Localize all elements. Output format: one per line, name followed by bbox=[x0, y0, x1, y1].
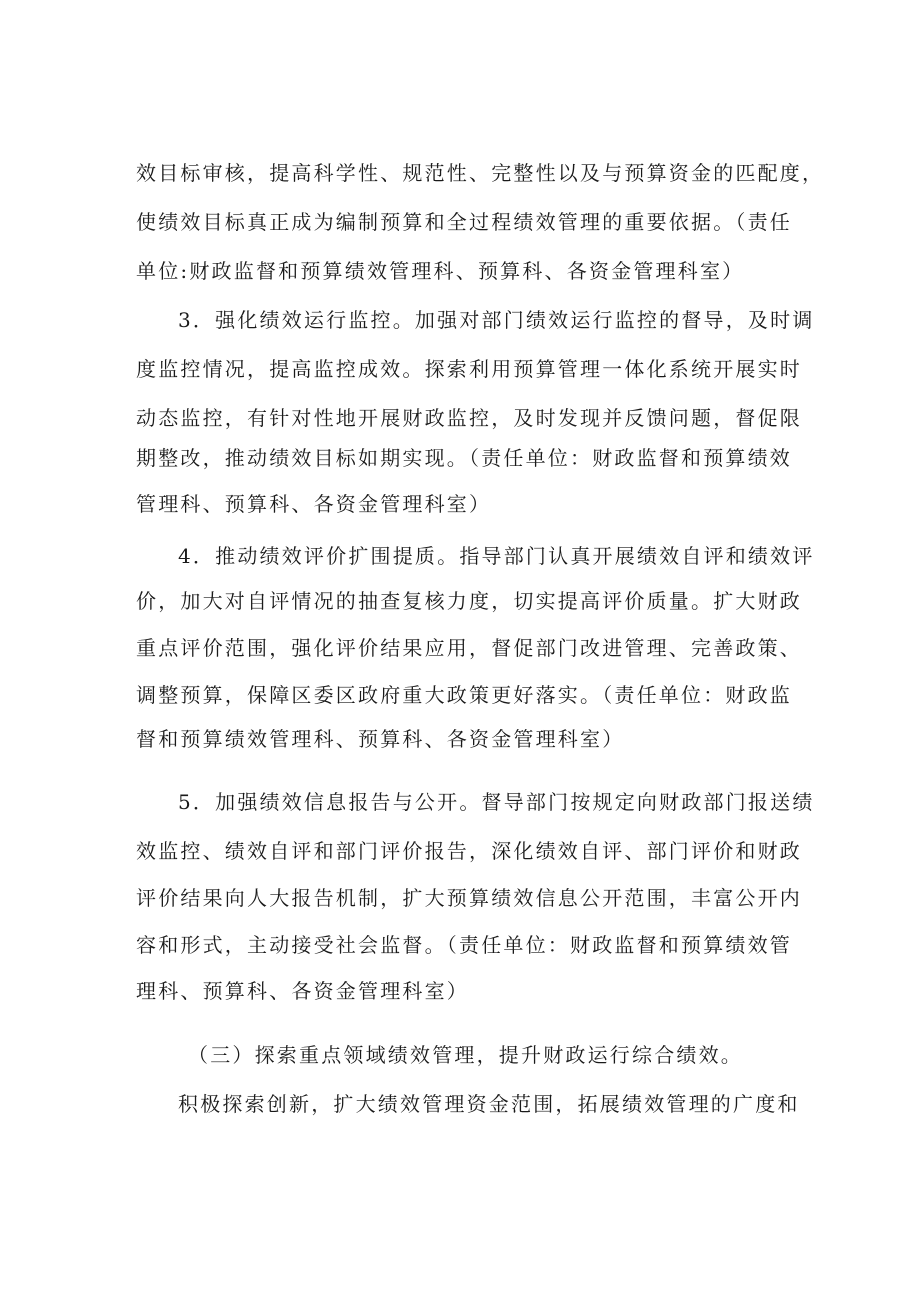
item-5-line-3: 评价结果向人大报告机制，扩大预算绩效信息公开范围，丰富公开内 bbox=[136, 886, 802, 910]
item-5-line-2: 效监控、绩效自评和部门评价报告，深化绩效自评、部门评价和财政 bbox=[136, 839, 802, 863]
item-4-line-5: 督和预算绩效管理科、预算科、各资金管理科室） bbox=[136, 727, 625, 751]
item-3-line-5: 管理科、预算科、各资金管理科室） bbox=[136, 492, 492, 516]
item-4-line-2: 价，加大对自评情况的抽查复核力度，切实提高评价质量。扩大财政 bbox=[136, 589, 802, 613]
paragraph-2-line-1: 效目标审核，提高科学性、规范性、完整性以及与预算资金的匹配度， bbox=[136, 161, 825, 185]
item-5-line-1: 5．加强绩效信息报告与公开。督导部门按规定向财政部门报送绩 bbox=[178, 790, 815, 814]
item-3-line-3: 动态监控，有针对性地开展财政监控，及时发现并反馈问题，督促限 bbox=[136, 406, 802, 430]
section-paragraph-line-1: 积极探索创新，扩大绩效管理资金范围，拓展绩效管理的广度和 bbox=[178, 1092, 800, 1116]
item-3-line-1: 3．强化绩效运行监控。加强对部门绩效运行监控的督导，及时调 bbox=[178, 308, 815, 332]
paragraph-2-line-2: 使绩效目标真正成为编制预算和全过程绩效管理的重要依据。（责任 bbox=[136, 210, 792, 234]
item-3-line-2: 度监控情况，提高监控成效。探索利用预算管理一体化系统开展实时 bbox=[136, 357, 802, 381]
item-3-line-4: 期整改，推动绩效目标如期实现。（责任单位：财政监督和预算绩效 bbox=[136, 446, 792, 470]
section-heading: （三）探索重点领域绩效管理，提升财政运行综合绩效。 bbox=[188, 1043, 743, 1067]
item-4-line-1: 4．推动绩效评价扩围提质。指导部门认真开展绩效自评和绩效评 bbox=[178, 544, 815, 568]
item-5-line-5: 理科、预算科、各资金管理科室） bbox=[136, 979, 469, 1003]
item-4-line-3: 重点评价范围，强化评价结果应用，督促部门改进管理、完善政策、 bbox=[136, 636, 802, 660]
paragraph-2-line-3: 单位:财政监督和预算绩效管理科、预算科、各资金管理科室） bbox=[136, 259, 745, 283]
item-5-line-4: 容和形式，主动接受社会监督。（责任单位：财政监督和预算绩效管 bbox=[136, 933, 792, 957]
item-4-line-4: 调整预算，保障区委区政府重大政策更好落实。（责任单位：财政监 bbox=[136, 683, 792, 707]
